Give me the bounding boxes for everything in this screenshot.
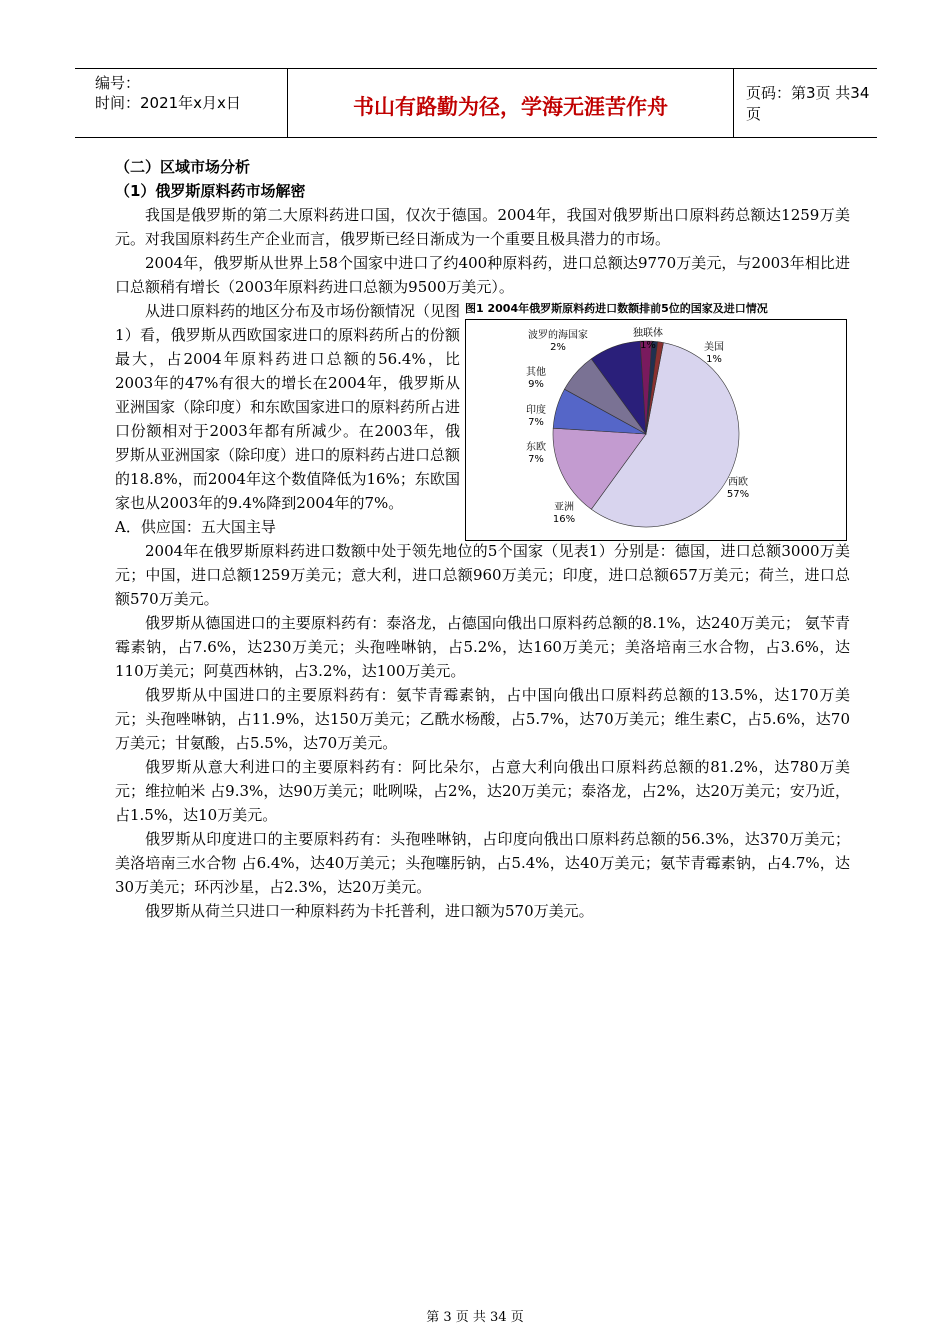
pie-pct-label-2: 7% — [528, 454, 544, 465]
section-subheading: （1）俄罗斯原料药市场解密 — [115, 182, 306, 200]
header-number-label: 编号： — [95, 74, 141, 92]
paragraph-4: 2004年在俄罗斯原料药进口数额中处于领先地位的5个国家（见表1）分别是：德国，进口总额3000万美元；中国，进口总额1259万美元；意大利，进口总额960万美元；印度，进口总额657万美元；荷兰，进口总额570万美元。 — [115, 542, 850, 608]
paragraph-3: 从进口原料药的地区分布及市场份额情况（见图1）看，俄罗斯从西欧国家进口的原料药所占的份额最大，占2004年原料药进口总额的56.4%，比2003年的47%有很大的增长在2004年，俄罗斯从亚洲国家（除印度）和东欧国家进口的原料药所占进口份额相对于2003年都有所减少。在2003年，俄罗斯从亚洲国家（除印度）进口的原料药占进口总额的18.8%，而2004年这个数值降低为16%；东欧国家也从2003年的9.4%降到2004年的7%。 — [115, 302, 461, 512]
pie-pct-label-5: 2% — [550, 342, 566, 353]
pie-pct-label-1: 16% — [552, 514, 576, 525]
pie-label-6: 独联体 — [633, 328, 663, 339]
pie-label-0: 西欧 — [728, 477, 748, 488]
figure-caption: 图1 2004年俄罗斯原料药进口数额排前5位的国家及进口情况 — [465, 302, 768, 315]
pie-label-1: 亚洲 — [554, 502, 574, 513]
pie-label-5: 波罗的海国家 — [528, 330, 588, 341]
header-motto: 书山有路勤为径，学海无涯苦作舟 — [353, 95, 668, 119]
pie-label-2: 东欧 — [526, 442, 546, 453]
paragraph-9: 俄罗斯从荷兰只进口一种原料药为卡托普利，进口额为570万美元。 — [145, 902, 594, 920]
pie-label-4: 其他 — [526, 367, 546, 378]
document-body — [115, 155, 850, 923]
paragraph-7: 俄罗斯从意大利进口的主要原料药有：阿比朵尔，占意大利向俄出口原料药总额的81.2%，达780万美元；维拉帕米 占9.3%，达90万美元；吡咧哚，占2%，达20万美元；泰洛龙，占2%，达20万美元；安乃近，占1.5%，达10万美元。 — [115, 758, 850, 824]
pie-chart — [466, 320, 846, 540]
pie-chart-frame — [465, 319, 847, 541]
section-heading: （二）区域市场分析 — [115, 158, 251, 176]
header-time-label: 时间：2021年x月x日 — [95, 94, 241, 112]
pie-label-3: 印度 — [526, 405, 546, 416]
paragraph-2: 2004年，俄罗斯从世界上58个国家中进口了约400种原料药，进口总额达9770万美元，与2003年相比进口总额稍有增长（2003年原料药进口总额为9500万美元）。 — [115, 254, 850, 296]
paragraph-8: 俄罗斯从印度进口的主要原料药有：头孢唑啉钠，占印度向俄出口原料药总额的56.3%，达370万美元；美洛培南三水合物 占6.4%，达40万美元；头孢噻肟钠，占5.4%，达40万美元；氨苄青霉素钠，占4.7%，达30万美元；环丙沙星，占2.3%，达20万美元。 — [115, 830, 850, 896]
subsection-a: A．供应国：五大国主导 — [115, 518, 276, 536]
pie-pct-label-6: 1% — [640, 340, 656, 351]
figure-text-block — [115, 299, 850, 525]
paragraph-5: 俄罗斯从德国进口的主要原料药有：泰洛龙，占德国向俄出口原料药总额的8.1%，达240万美元； 氨苄青霉素钠，占7.6%，达230万美元；头孢唑啉钠，占5.2%，达160万美元；美洛培南三水合物，占3.6%，达110万美元；阿莫西林钠，占3.2%，达100万美元。 — [115, 614, 850, 680]
pie-pct-label-3: 7% — [528, 417, 544, 428]
figure-side-text — [115, 299, 460, 515]
paragraph-1: 我国是俄罗斯的第二大原料药进口国，仅次于德国。2004年，我国对俄罗斯出口原料药总额达1259万美元。对我国原料药生产企业而言，俄罗斯已经日渐成为一个重要且极具潜力的市场。 — [115, 206, 850, 248]
page-header — [75, 68, 877, 138]
header-page-label: 页码：第3页 共34页 — [746, 84, 870, 123]
pie-pct-label-7: 1% — [706, 354, 722, 365]
pie-pct-label-4: 9% — [528, 379, 544, 390]
paragraph-6: 俄罗斯从中国进口的主要原料药有：氨苄青霉素钠，占中国向俄出口原料药总额的13.5%，达170万美元；头孢唑啉钠，占11.9%，达150万美元；乙酰水杨酸，占5.7%，达70万美元；维生素C，占5.6%，达70万美元；甘氨酸，占5.5%，达70万美元。 — [115, 686, 850, 752]
pie-label-7: 美国 — [704, 342, 724, 353]
pie-pct-label-0: 57% — [726, 489, 750, 500]
header-motto-cell — [287, 69, 734, 137]
header-meta — [75, 69, 287, 137]
page-footer: 第 3 页 共 34 页 — [426, 1310, 524, 1325]
figure-1 — [465, 301, 847, 541]
